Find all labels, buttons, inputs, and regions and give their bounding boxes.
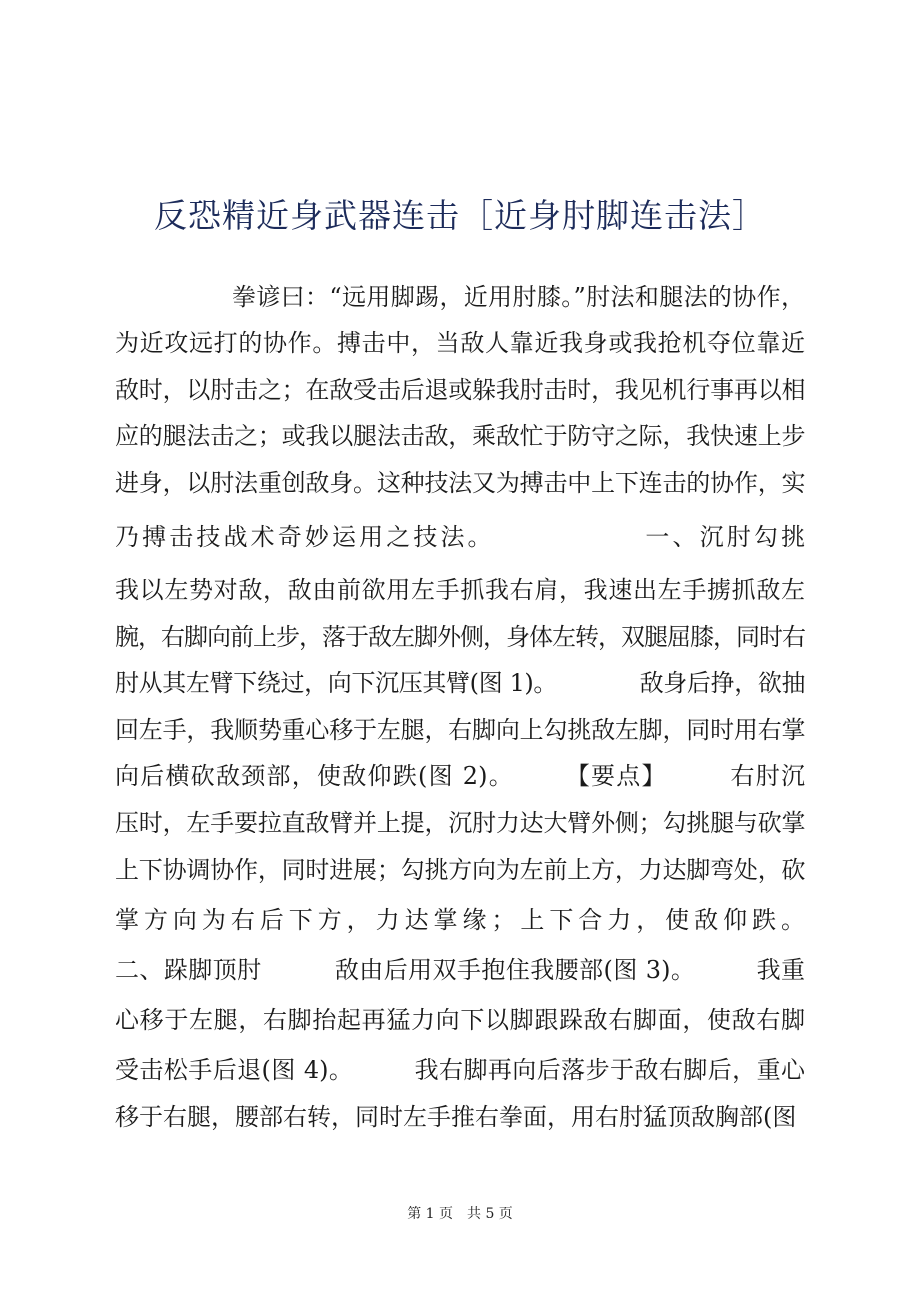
body-line: 向后横砍敌颈部，使敌仰跌(图 2)。 【要点】 右肘沉 [115,762,805,790]
document-title: 反恐精近身武器连击［近身肘脚连击法］ [154,196,766,235]
body-line: 乃搏击技战术奇妙运用之技法。 一、沉肘勾挑 [115,523,805,551]
body-line: 腕，右脚向前上步，落于敌左脚外侧，身体左转，双腿屈膝，同时右 [115,623,805,651]
body-line: 压时，左手要拉直敌臂并上提，沉肘力达大臂外侧；勾挑腿与砍掌 [115,809,805,837]
body-line: 上下协调协作，同时进展；勾挑方向为左前上方，力达脚弯处，砍 [115,856,805,884]
body-line: 肘从其左臂下绕过，向下沉压其臂(图 1)。 敌身后挣，欲抽 [115,669,805,697]
body-line: 掌方向为右后下方，力达掌缘；上下合力，使敌仰跌。 [115,906,805,934]
body-line: 进身，以肘法重创敌身。这种技法又为搏击中上下连击的协作，实 [115,469,805,497]
body-line: 为近攻远打的协作。搏击中，当敌人靠近我身或我抢机夺位靠近 [115,329,805,357]
body-line: 受击松手后退(图 4)。 我右脚再向后落步于敌右脚后，重心 [115,1056,805,1084]
body-line: 移于右腿，腰部右转，同时左手推右拳面，用右肘猛顶敌胸部(图 [115,1103,797,1131]
body-line: 敌时，以肘击之；在敌受击后退或躲我肘击时，我见机行事再以相 [115,376,805,404]
page-footer: 第 1 页 共 5 页 [407,1206,513,1222]
body-line: 拳谚曰：“远用脚踢，近用肘膝。”肘法和腿法的协作， [232,283,805,311]
body-line: 二、跺脚顶肘 敌由后用双手抱住我腰部(图 3)。 我重 [115,956,805,984]
body-line: 心移于左腿，右脚抬起再猛力向下以脚跟跺敌右脚面，使敌右脚 [115,1006,805,1034]
body-line: 应的腿法击之；或我以腿法击敌，乘敌忙于防守之际，我快速上步 [115,422,805,450]
body-line: 回左手，我顺势重心移于左腿，右脚向上勾挑敌左脚，同时用右掌 [115,716,805,744]
body-line: 我以左势对敌，敌由前欲用左手抓我右肩，我速出左手掳抓敌左 [115,576,805,604]
